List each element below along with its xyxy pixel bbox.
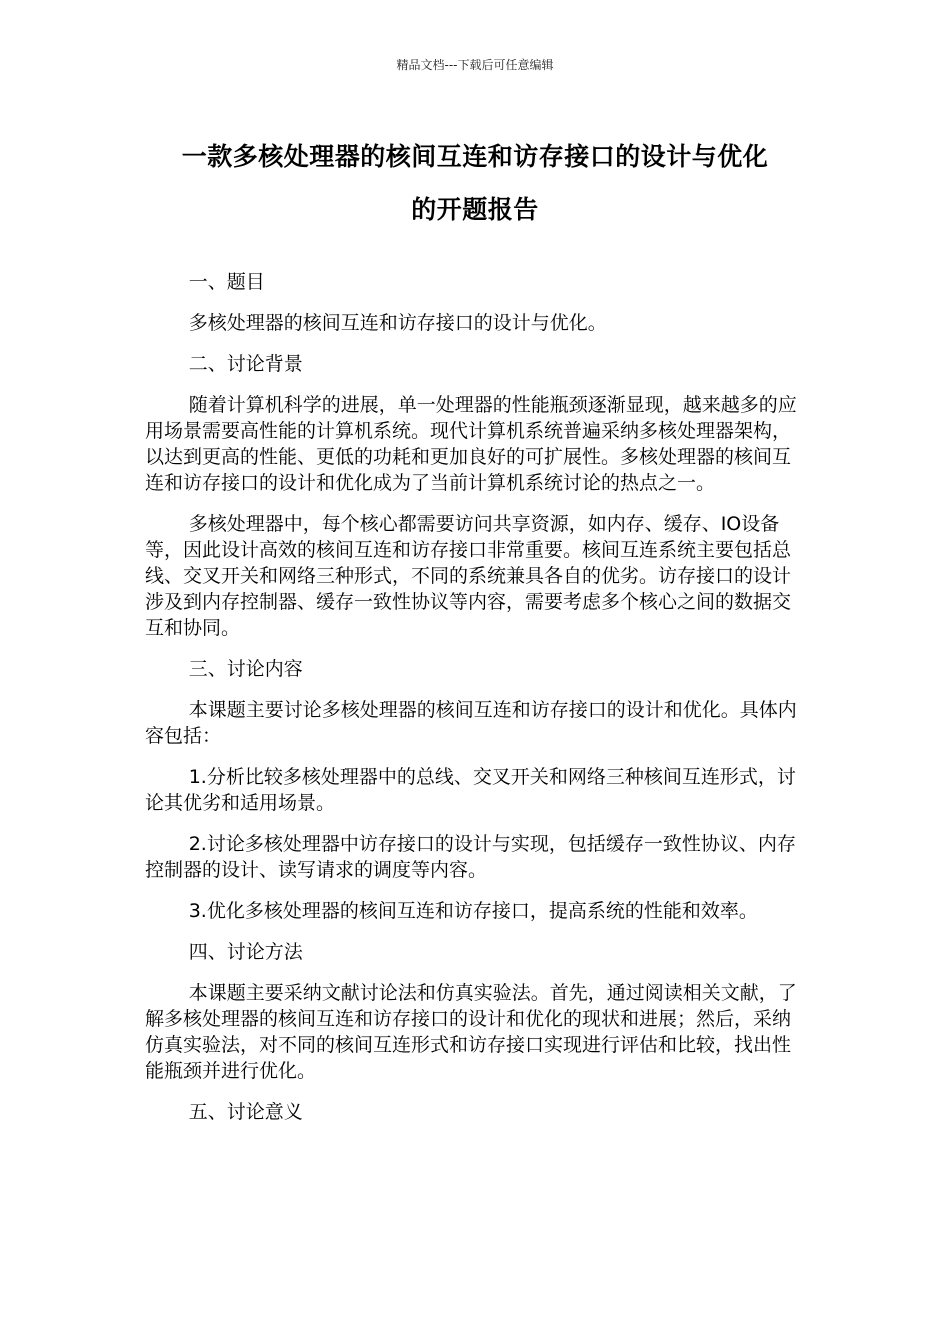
section-heading: 四、讨论方法 [188, 941, 303, 963]
section-heading: 五、讨论意义 [188, 1101, 303, 1123]
section-heading: 二、讨论背景 [188, 353, 303, 375]
title-line-1: 一款多核处理器的核间互连和访存接口的设计与优化 [181, 142, 769, 171]
paragraph: 本课题主要采纳文献讨论法和仿真实验法。首先，通过阅读相关文献，了解多核处理器的核间互连和访存接口的设计和优化的现状和进展；然后，采纳仿真实验法，对不同的核间互连形式和访存接口实现进行评估和比较，找出性能瓶颈并进行优化。 [145, 982, 797, 1082]
list-item: 3.优化多核处理器的核间互连和访存接口，提高系统的性能和效率。 [188, 900, 758, 922]
list-item: 1.分析比较多核处理器中的总线、交叉开关和网络三种核间互连形式，讨论其优劣和适用场景。 [145, 766, 796, 814]
paragraph: 随着计算机科学的进展，单一处理器的性能瓶颈逐渐显现，越来越多的应用场景需要高性能的计算机系统。现代计算机系统普遍采纳多核处理器架构，以达到更高的性能、更低的功耗和更加良好的可扩展性。多核处理器的核间互连和访存接口的设计和优化成为了当前计算机系统讨论的热点之一。 [145, 394, 797, 494]
document-title [130, 135, 820, 232]
document-body [145, 269, 805, 1140]
paragraph: 多核处理器中，每个核心都需要访问共享资源，如内存、缓存、IO设备等，因此设计高效的核间互连和访存接口非常重要。核间互连系统主要包括总线、交叉开关和网络三种形式，不同的系统兼具各自的优劣。访存接口的设计涉及到内存控制器、缓存一致性协议等内容，需要考虑多个核心之间的数据交互和协同。 [145, 513, 792, 639]
title-line-2: 的开题报告 [411, 195, 539, 224]
paragraph: 多核处理器的核间互连和访存接口的设计与优化。 [188, 312, 607, 334]
list-item: 2.讨论多核处理器中访存接口的设计与实现，包括缓存一致性协议、内存控制器的设计、读写请求的调度等内容。 [145, 833, 796, 881]
section-heading: 三、讨论内容 [188, 658, 303, 680]
page-header: 精品文档---下载后可任意编辑 [396, 58, 554, 72]
section-heading: 一、题目 [188, 271, 265, 293]
paragraph: 本课题主要讨论多核处理器的核间互连和访存接口的设计和优化。具体内容包括： [145, 699, 797, 747]
